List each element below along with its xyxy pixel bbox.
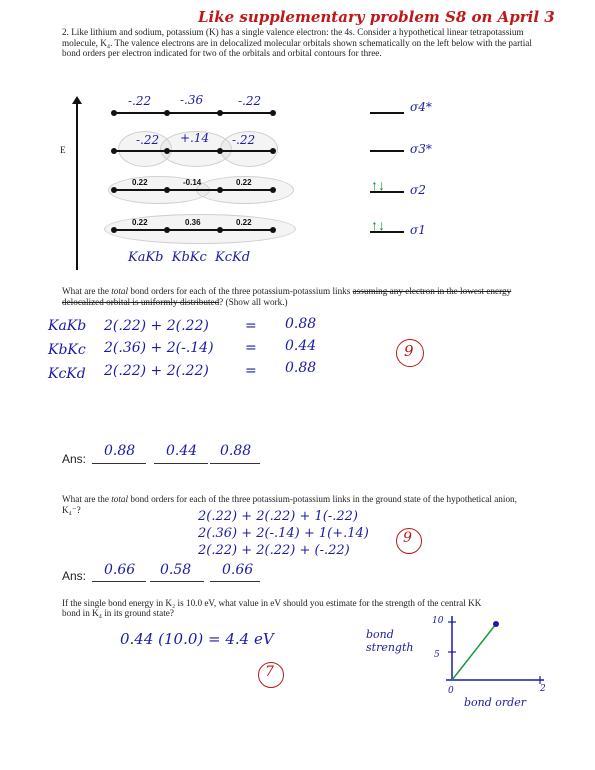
graph-xtick: 0: [448, 686, 454, 696]
question-3-line2: bond in K₄ in its ground state?: [62, 608, 174, 618]
q1-work-result: 0.88: [285, 316, 317, 332]
bond-order-value: +.14: [180, 131, 210, 145]
atom-dot: [111, 110, 117, 116]
atom-dot: [217, 110, 223, 116]
electron-pair-icon: ↑↓: [371, 179, 385, 194]
orbital-row-3: [114, 150, 274, 152]
q1-prompt-total: total: [111, 286, 129, 296]
bond-order-value: 0.22: [132, 178, 148, 187]
q3-work: 0.44 (10.0) = 4.4 eV: [120, 630, 274, 648]
q3-score: 7: [265, 664, 274, 680]
bond-order-value: 0.22: [132, 218, 148, 227]
q1-work-eq: =: [245, 340, 257, 356]
mo-label: σ4*: [410, 100, 432, 114]
graph-point: [493, 621, 499, 627]
q1-work-pair: KaKb: [48, 318, 87, 334]
mo-level-line: [370, 150, 404, 152]
energy-label: E: [60, 145, 66, 155]
atom-pair-labels: KaKb KbKc KcKd: [128, 250, 251, 265]
q2-prompt-start: What are the: [62, 494, 112, 504]
q2-answer: 0.58: [160, 562, 192, 578]
atom-dot: [217, 227, 223, 233]
q1-work-expr: 2(.22) + 2(.22): [104, 363, 209, 379]
page-title: Like supplementary problem S8 on April 3: [198, 8, 555, 26]
q1-work-result: 0.44: [285, 338, 317, 354]
q1-answer: 0.88: [104, 443, 136, 459]
mo-level-line: [370, 112, 404, 114]
atom-dot: [164, 227, 170, 233]
electron-pair-icon: ↑↓: [371, 219, 385, 234]
graph-xlabel: bond order: [464, 696, 526, 709]
q2-work-line: 2(.36) + 2(-.14) + 1(+.14): [198, 526, 369, 541]
problem-statement: 2. Like lithium and sodium, potassium (K) has a single valence electron: the 4s. Consider a hypothetical linear tetrapotassium molecule, K₄. The valence electrons are in delocalized molecular orbitals shown schematically on the left below with the partial bond orders per electron indicated for two of the orbitals and orbital contours for three.: [62, 27, 532, 58]
q1-prompt-mid: bond orders for each of the three potassium-potassium links: [128, 286, 353, 296]
q1-work-pair: KcKd: [48, 366, 86, 382]
graph-ylabel: bond strength: [366, 628, 414, 654]
q1-score: 9: [404, 342, 414, 360]
q1-prompt-end: ? (Show all work.): [219, 296, 288, 307]
q2-work-line: 2(.22) + 2(.22) + (-.22): [198, 543, 350, 558]
bond-order-value: -.22: [128, 94, 152, 108]
q1-ans-label: Ans:: [62, 452, 87, 466]
question-3-line1: If the single bond energy in K₂ is 10.0 eV, what value in eV should you estimate for the strength of the central KK: [62, 598, 482, 608]
bond-order-value: -.22: [238, 94, 262, 108]
energy-axis-arrow-icon: [72, 96, 82, 104]
answer-line: [92, 581, 146, 582]
mo-label: σ3*: [410, 142, 432, 156]
q1-work-result: 0.88: [285, 360, 317, 376]
energy-axis: [76, 100, 78, 270]
answer-line: [154, 463, 208, 464]
mo-label: σ2: [410, 183, 426, 197]
atom-dot: [270, 110, 276, 116]
q1-work-eq: =: [245, 318, 257, 334]
graph-ytick: 5: [434, 650, 440, 660]
bond-order-value: 0.36: [185, 218, 201, 227]
q1-work-pair: KbKc: [48, 342, 86, 358]
q1-prompt-start: What are the: [62, 286, 112, 296]
atom-dot: [270, 148, 276, 154]
q2-ans-label: Ans:: [62, 569, 87, 583]
atom-dot: [164, 148, 170, 154]
atom-dot: [111, 187, 117, 193]
q2-answer: 0.66: [104, 562, 136, 578]
orbital-row-4: [114, 112, 274, 114]
q1-answer: 0.88: [220, 443, 252, 459]
q1-work-eq: =: [245, 363, 257, 379]
q2-prompt-end: bond orders for each of the three potassium-potassium links in the ground state of the hypothetical anion, K₄⁻?: [62, 494, 517, 515]
atom-dot: [111, 148, 117, 154]
q1-work-expr: 2(.36) + 2(-.14): [104, 340, 214, 356]
atom-dot: [217, 187, 223, 193]
q2-score: 9: [403, 530, 412, 546]
atom-dot: [164, 110, 170, 116]
graph-xtick: 2: [540, 684, 546, 694]
answer-line: [210, 581, 260, 582]
q1-prompt-struck: assuming any electron in the lowest energy delocalized orbital is uniformly distributed: [62, 286, 512, 307]
atom-dot: [270, 187, 276, 193]
answer-line: [92, 463, 146, 464]
q2-prompt-total: total: [111, 494, 129, 504]
mo-label: σ1: [410, 223, 426, 237]
q2-answer: 0.66: [222, 562, 254, 578]
orbital-row-2: [114, 189, 274, 191]
atom-dot: [111, 227, 117, 233]
graph-ytick: 10: [432, 616, 444, 626]
question-1: [62, 286, 532, 307]
orbital-row-1: [114, 229, 274, 231]
graph-line: [452, 624, 496, 680]
bond-order-value: -.22: [232, 133, 256, 147]
bond-order-value: -.36: [180, 93, 204, 107]
bond-order-value: -.22: [136, 133, 160, 147]
answer-line: [150, 581, 204, 582]
bond-order-value: 0.22: [236, 178, 252, 187]
atom-dot: [270, 227, 276, 233]
atom-dot: [217, 148, 223, 154]
q1-answer: 0.44: [166, 443, 198, 459]
atom-dot: [164, 187, 170, 193]
answer-line: [210, 463, 260, 464]
bond-order-value: -0.14: [183, 178, 202, 187]
q1-work-expr: 2(.22) + 2(.22): [104, 318, 209, 334]
bond-strength-graph: [440, 612, 550, 692]
q2-work-line: 2(.22) + 2(.22) + 1(-.22): [198, 509, 358, 524]
bond-order-value: 0.22: [236, 218, 252, 227]
